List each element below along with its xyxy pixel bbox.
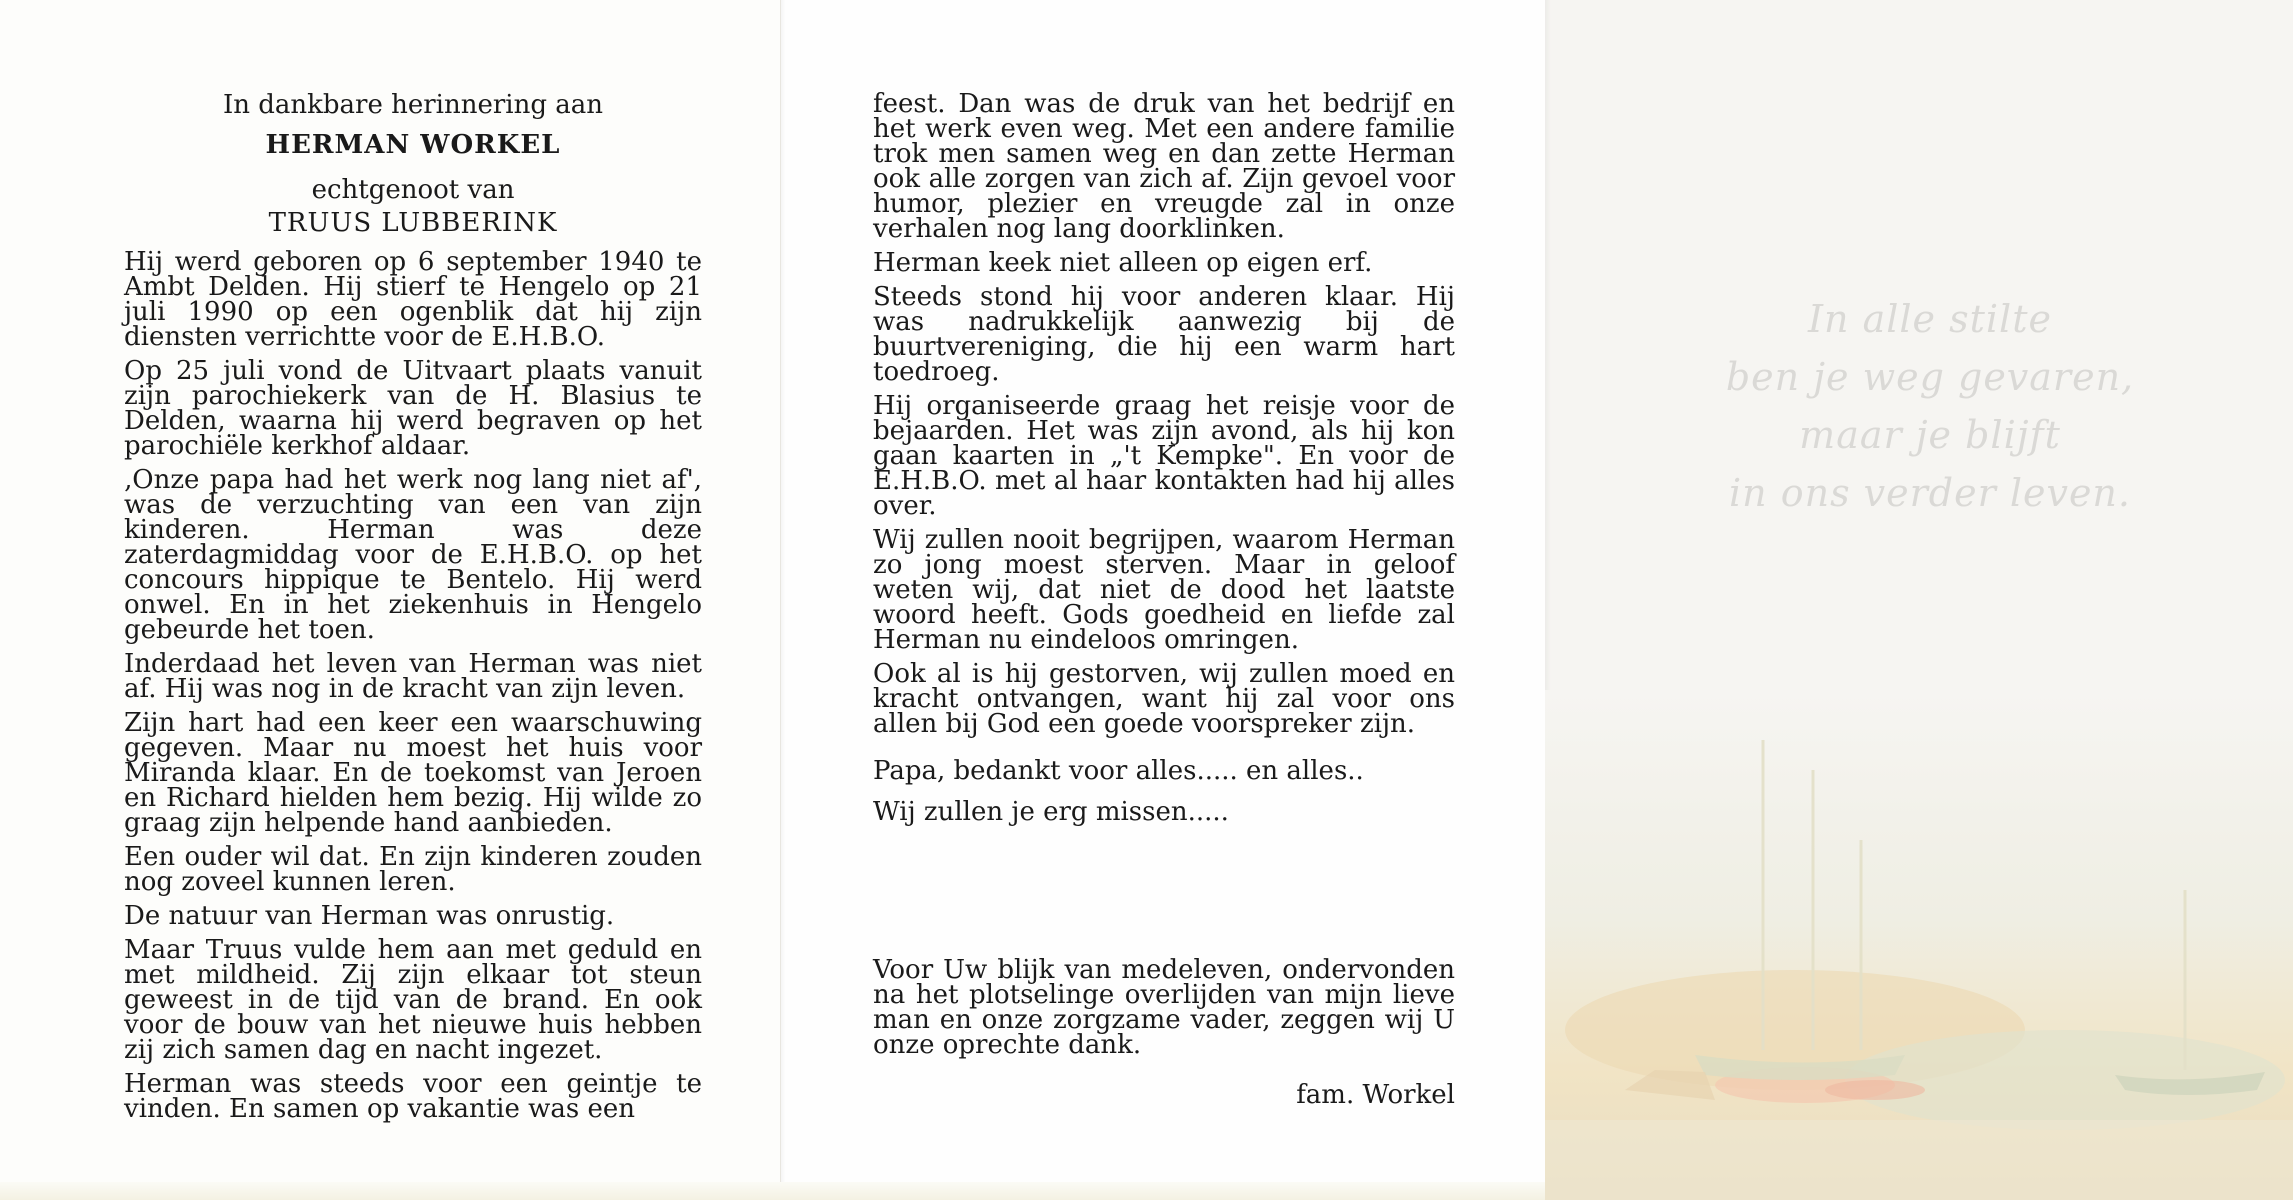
thanks-paragraph: Voor Uw blijk van medeleven, ondervonden na het plotselinge overlijden van mijn lieve man en onze zorgzame vader, zeggen wij U onze oprechte dank. — [873, 955, 1455, 1060]
verse-line: In alle stilte — [1808, 297, 2052, 341]
sailboats-watercolor-illustration — [1545, 690, 2293, 1200]
farewell-line: Wij zullen je erg missen..... — [873, 797, 1229, 827]
paragraph: Herman was steeds voor een geintje te vinden. En samen op vakantie was een — [124, 1069, 702, 1124]
paragraph: Wij zullen nooit begrijpen, waarom Herman zo jong moest sterven. Maar in geloof weten wij, dat niet de dood het laatste woord heeft. Gods goedheid en liefde zal Herman nu eindeloos omringen. — [873, 525, 1455, 655]
farewell-line: Papa, bedankt voor alles..... en alles.. — [873, 756, 1364, 786]
paragraph: Hij organiseerde graag het reisje voor de bejaarden. Het was zijn avond, als hij kon gaan kaarten in „'t Kempke". En voor de E.H.B.O. met al haar kontakten had hij alles over. — [873, 391, 1455, 521]
fold-line — [780, 0, 786, 1200]
verse-line: maar je blijft — [1799, 413, 2061, 457]
paragraph: ‚Onze papa had het werk nog lang niet af', was de verzuchting van een van zijn kinderen. Herman was deze zaterdagmiddag voor de E.H.B.O. op het concours hippique te Bentelo. Hij werd onwel. En in het ziekenhuis in Hengelo gebeurde het toen. — [124, 465, 702, 645]
left-text-column — [124, 247, 702, 1131]
paragraph: Inderdaad het leven van Herman was niet af. Hij was nog in de kracht van zijn leven. — [124, 649, 702, 704]
paragraph: De natuur van Herman was onrustig. — [124, 901, 615, 931]
signature: fam. Workel — [1296, 1080, 1455, 1110]
paragraph: Zijn hart had een keer een waarschuwing gegeven. Maar nu moest het huis voor Miranda klaar. En de toekomst van Jeroen en Richard hielden hem bezig. Hij wilde zo graag zijn helpende hand aanbieden. — [124, 708, 702, 838]
paragraph: Steeds stond hij voor anderen klaar. Hij was nadrukkelijk aanwezig bij de buurtvereniging, die hij een warm hart toedroeg. — [873, 282, 1455, 387]
paragraph: Een ouder wil dat. En zijn kinderen zouden nog zoveel kunnen leren. — [124, 842, 702, 897]
card-bottom-edge — [0, 1182, 1545, 1200]
paragraph: Ook al is hij gestorven, wij zullen moed en kracht ontvangen, want hij zal voor ons allen bij God een goede voorspreker zijn. — [873, 659, 1455, 739]
intro-line: In dankbare herinnering aan — [222, 90, 604, 120]
verse-line: ben je weg gevaren, — [1725, 355, 2135, 399]
paragraph: Hij werd geboren op 6 september 1940 te Ambt Delden. Hij stierf te Hengelo op 21 juli 1990 op een ogenblik dat hij zijn diensten verrichtte voor de E.H.B.O. — [124, 247, 702, 352]
spouse-name: TRUUS LUBBERINK — [268, 208, 558, 238]
paragraph: Herman keek niet alleen op eigen erf. — [873, 248, 1373, 278]
paragraph: Maar Truus vulde hem aan met geduld en met mildheid. Zij zijn elkaar tot steun geweest in de tijd van de brand. En ook voor de bouw van het nieuwe huis hebben zij zich samen dag en nacht ingezet. — [124, 935, 702, 1065]
middle-text-column — [873, 89, 1455, 834]
memorial-verse — [1700, 290, 2160, 522]
paragraph: feest. Dan was de druk van het bedrijf en het werk even weg. Met een andere familie trok men samen weg en dan zette Herman ook alle zorgen van zich af. Zijn gevoel voor humor, plezier en vreugde zal in onze verhalen nog lang doorklinken. — [873, 89, 1455, 244]
verse-line: in ons verder leven. — [1729, 471, 2131, 515]
relation-line: echtgenoot van — [311, 175, 515, 205]
paragraph: Op 25 juli vond de Uitvaart plaats vanuit zijn parochiekerk van de H. Blasius te Delden, waarna hij werd begraven op het parochiële kerkhof aldaar. — [124, 356, 702, 461]
deceased-name: HERMAN WORKEL — [265, 130, 561, 160]
